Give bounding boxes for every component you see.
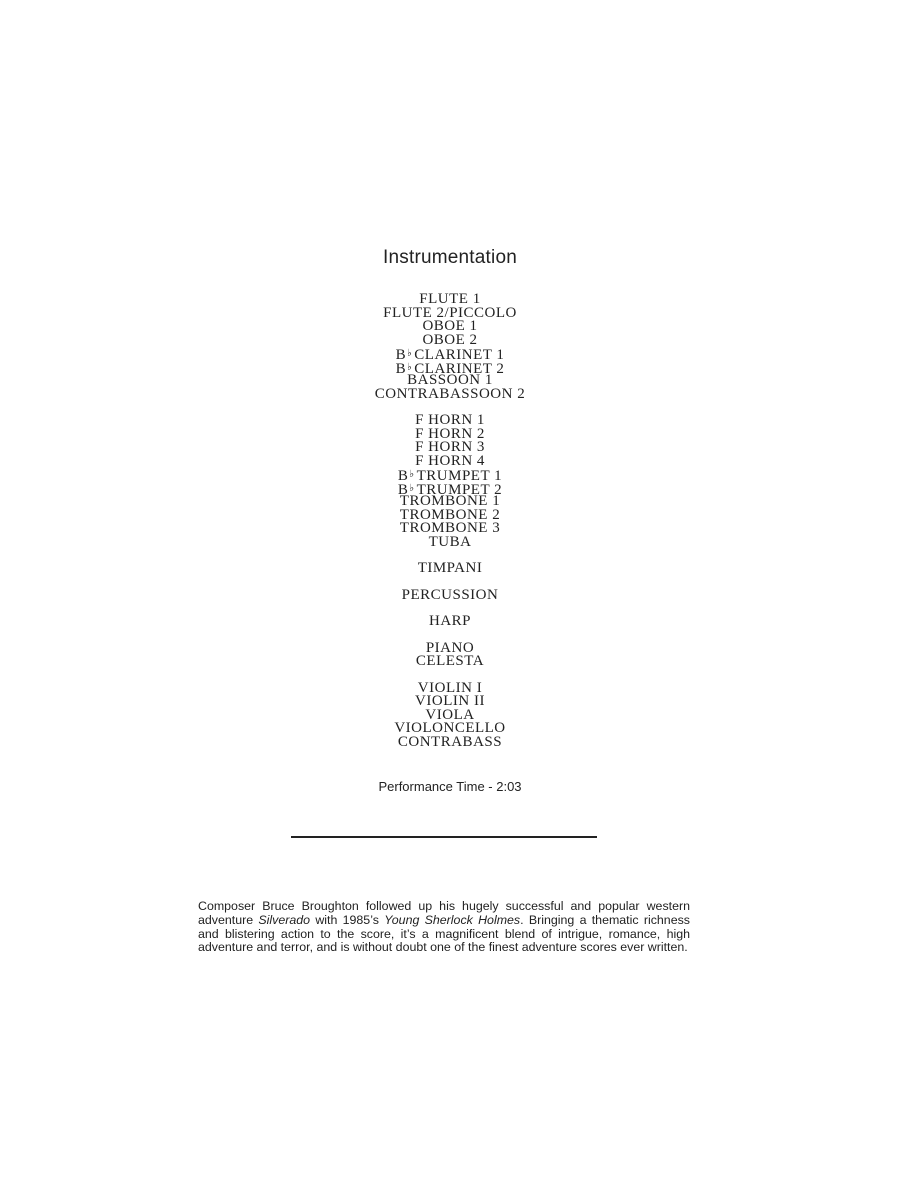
instrument-name: PIANO: [425, 639, 475, 656]
instrument-name: FLUTE 1: [419, 291, 481, 307]
instrument-name: CONTRABASSOON 2: [374, 385, 526, 402]
instrument-name: HARP: [428, 613, 471, 629]
instrument-name: F HORN 3: [415, 439, 485, 455]
instrument-item: [0, 452, 900, 469]
instrument-name: F HORN 4: [415, 452, 485, 469]
instrument-name: TIMPANI: [417, 560, 483, 576]
description-paragraph: [198, 900, 690, 954]
instrument-name: TUBA: [428, 533, 472, 550]
divider-line: [291, 836, 597, 838]
instrument-name: PERCUSSION: [401, 586, 499, 603]
key-prefix: B: [397, 481, 409, 498]
instrument-group: [0, 615, 900, 629]
description-text: with 1985’s: [310, 912, 385, 927]
description-italic-title: Young Sherlock Holmes: [384, 912, 521, 927]
instrument-item: [0, 533, 900, 550]
instrument-group: [0, 414, 900, 549]
instrument-name: F HORN 1: [415, 412, 485, 428]
instrument-name: VIOLONCELLO: [394, 720, 506, 736]
description-text: . Bringing a thematic richness and blistering action to the score, it’s a magnificent blend of intrigue, romance, high adventure and terror, and is without doubt one of the finest adventure scores ever written.: [198, 912, 690, 955]
instrument-name: TRUMPET 2: [416, 481, 503, 498]
instrument-name: CLARINET 2: [414, 360, 505, 377]
instrument-item: [0, 562, 900, 576]
instrument-name: TRUMPET 1: [416, 468, 503, 484]
instrument-name: CLARINET 1: [414, 347, 505, 363]
instrument-name: CELESTA: [415, 653, 485, 669]
instrument-item: [0, 733, 900, 750]
instrument-name: TROMBONE 1: [399, 493, 501, 509]
instrument-group: [0, 293, 900, 401]
instrument-name: VIOLIN II: [415, 693, 485, 709]
instrument-name: VIOLA: [425, 706, 475, 723]
instrument-item: [0, 615, 900, 629]
instrument-name: TROMBONE 2: [399, 506, 501, 523]
instrument-item: [0, 331, 900, 348]
instrument-item: [0, 347, 900, 361]
instrument-item: [0, 468, 900, 482]
instrument-group: [0, 586, 900, 603]
description-text: Composer Bruce Broughton followed up his hugely successful and popular western adventure: [198, 899, 690, 927]
instrument-group: [0, 679, 900, 750]
instrument-item: [0, 655, 900, 669]
instrument-name: CONTRABASS: [397, 733, 503, 750]
flat-symbol: ♭: [407, 348, 413, 359]
performance-time: Performance Time - 2:03: [378, 779, 522, 794]
instrument-item: [0, 385, 900, 402]
flat-symbol: ♭: [409, 482, 415, 494]
instrument-name: TROMBONE 3: [399, 520, 501, 536]
instrument-name: BASSOON 1: [407, 372, 493, 388]
key-prefix: B: [395, 347, 407, 363]
instrument-group: [0, 562, 900, 576]
key-prefix: B: [395, 360, 407, 377]
instrument-item: [0, 586, 900, 603]
instrument-list: [0, 293, 900, 762]
instrument-name: FLUTE 2/PICCOLO: [383, 304, 517, 321]
flat-symbol: ♭: [407, 361, 413, 373]
instrument-name: VIOLIN I: [417, 679, 483, 696]
instrument-name: F HORN 2: [415, 425, 485, 442]
instrument-name: OBOE 1: [422, 318, 478, 334]
flat-symbol: ♭: [409, 469, 415, 480]
instrument-name: OBOE 2: [422, 331, 478, 348]
instrument-group: [0, 639, 900, 669]
page-title: Instrumentation: [383, 247, 517, 268]
description-italic-title: Silverado: [258, 912, 311, 927]
key-prefix: B: [397, 468, 409, 484]
